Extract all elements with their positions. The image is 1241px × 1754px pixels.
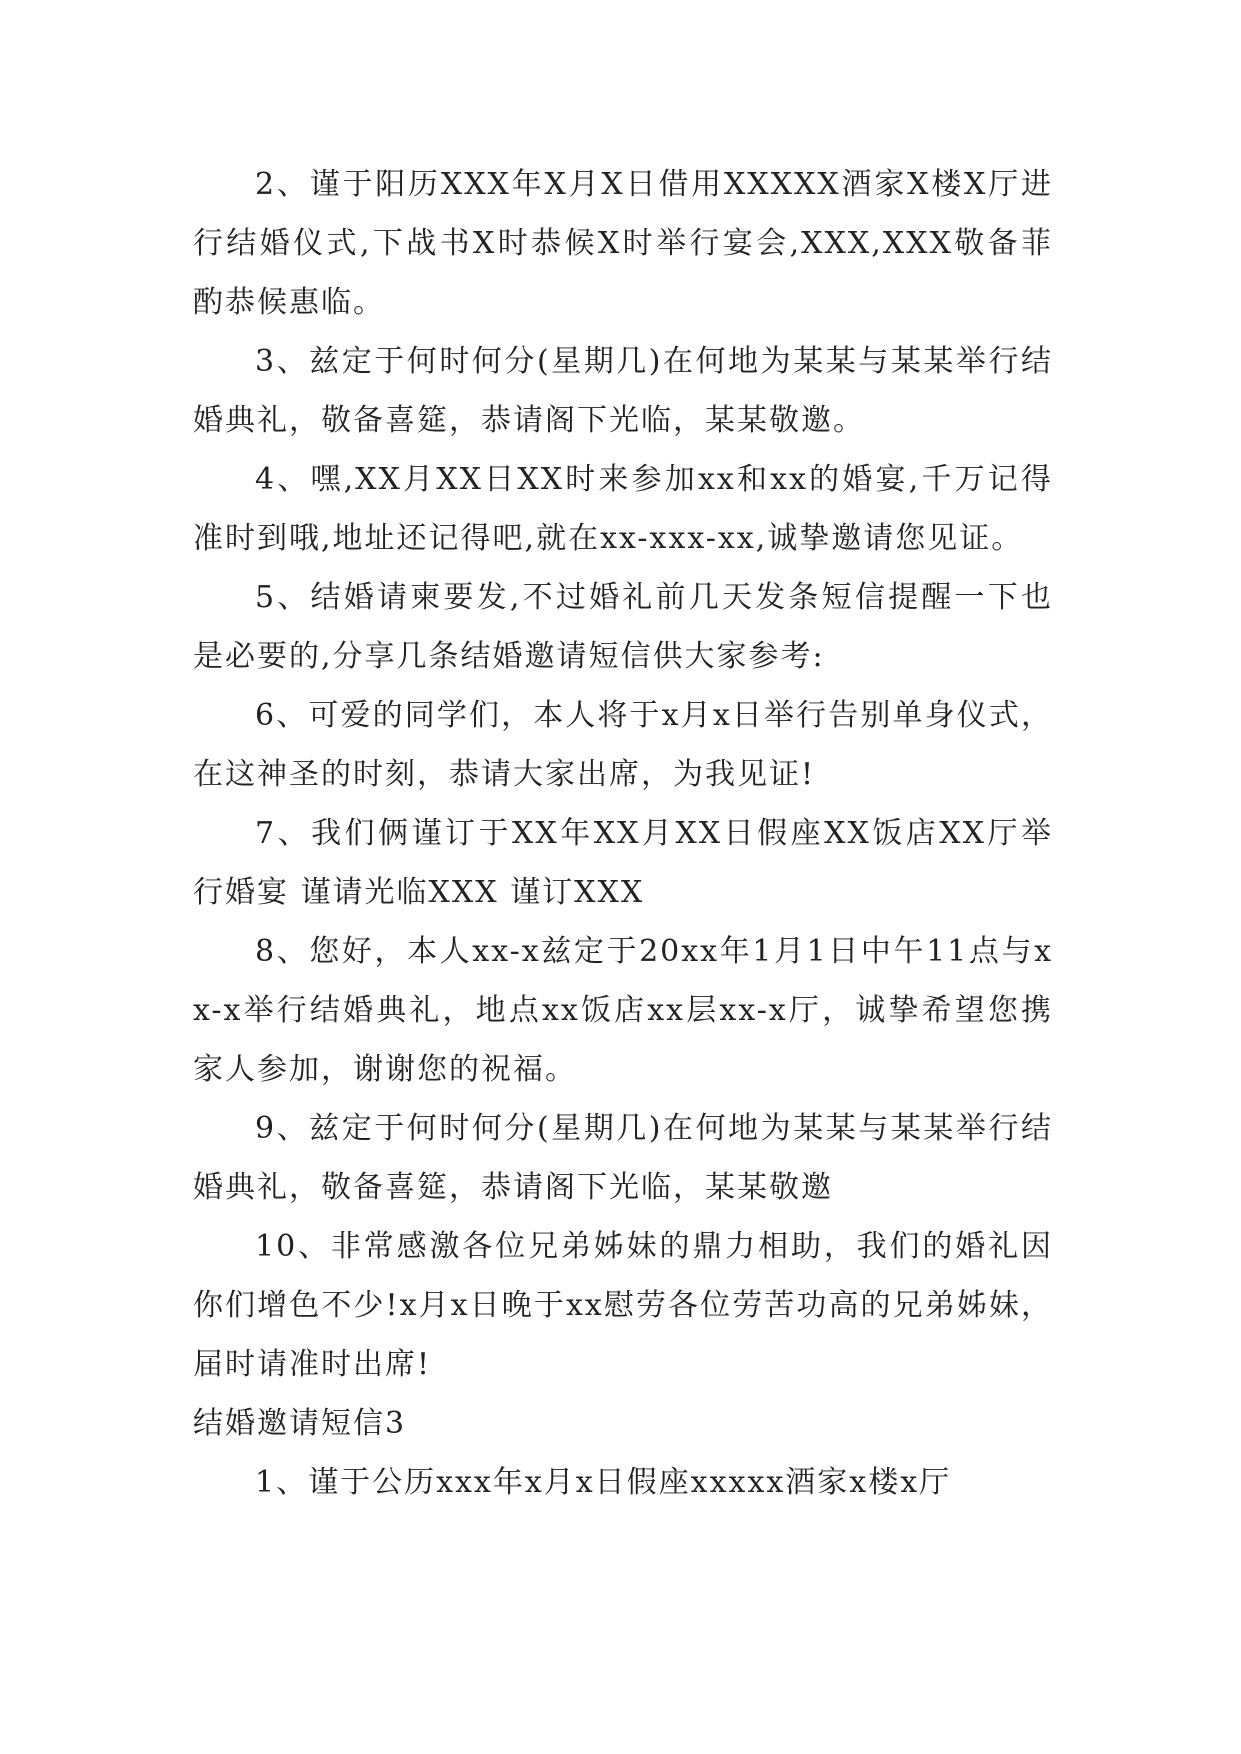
section-heading: 结婚邀请短信3	[193, 1406, 407, 1441]
paragraph-9: 9、兹定于何时何分(星期几)在何地为某某与某某举行结婚典礼，敬备喜筵，恭请阁下光临，某某敬邀	[193, 1111, 1053, 1205]
document-body	[193, 155, 1053, 1512]
paragraph-1-section-3: 1、谨于公历xxx年x月x日假座xxxxx酒家x楼x厅	[255, 1465, 952, 1500]
paragraph-5: 5、结婚请柬要发,不过婚礼前几天发条短信提醒一下也是必要的,分享几条结婚邀请短信供大家参考:	[193, 580, 1053, 674]
paragraph-2: 2、谨于阳历XXX年X月X日借用XXXXX酒家X楼X厅进行结婚仪式,下战书X时恭候X时举行宴会,XXX,XXX敬备菲酌恭候惠临。	[193, 167, 1053, 320]
paragraph-6: 6、可爱的同学们，本人将于x月x日举行告别单身仪式，在这神圣的时刻，恭请大家出席，为我见证!	[193, 698, 1053, 792]
paragraph-7: 7、我们俩谨订于XX年XX月XX日假座XX饭店XX厅举行婚宴 谨请光临XXX 谨订XXX	[193, 816, 1053, 910]
paragraph-8: 8、您好，本人xx-x兹定于20xx年1月1日中午11点与xx-x举行结婚典礼，地点xx饭店xx层xx-x厅，诚挚希望您携家人参加，谢谢您的祝福。	[193, 934, 1053, 1087]
paragraph-3: 3、兹定于何时何分(星期几)在何地为某某与某某举行结婚典礼，敬备喜筵，恭请阁下光临，某某敬邀。	[193, 344, 1053, 438]
paragraph-10: 10、非常感激各位兄弟姊妹的鼎力相助，我们的婚礼因你们增色不少!x月x日晚于xx慰劳各位劳苦功高的兄弟姊妹，届时请准时出席!	[193, 1229, 1053, 1382]
paragraph-4: 4、嘿,XX月XX日XX时来参加xx和xx的婚宴,千万记得准时到哦,地址还记得吧,就在xx-xxx-xx,诚挚邀请您见证。	[193, 462, 1053, 556]
